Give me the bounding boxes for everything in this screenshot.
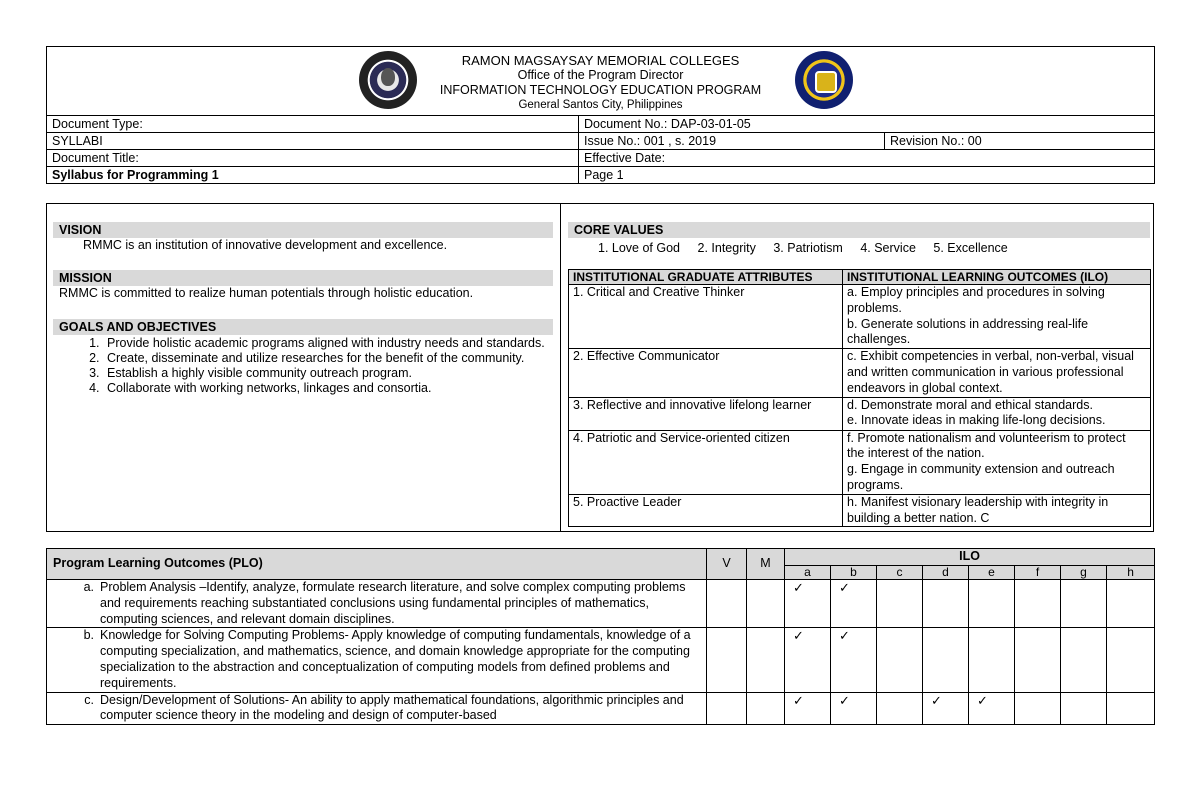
check-mark-icon: ✓	[839, 580, 850, 595]
ilo-check-cell	[1107, 692, 1155, 725]
ilo-check-cell	[1061, 580, 1107, 628]
doc-title-label: Document Title:	[47, 150, 579, 167]
outcome-cell	[843, 494, 1151, 527]
outcome-cell	[843, 430, 1151, 494]
vision-heading: VISION	[53, 222, 553, 238]
core-value-item: 5. Excellence	[933, 241, 1008, 255]
institution-banner	[47, 47, 1155, 116]
vision-text: RMMC is an institution of innovative development and excellence.	[83, 238, 448, 252]
page-number: Page 1	[579, 167, 1155, 184]
plo-description	[47, 628, 707, 692]
ilo-letter: g	[1061, 566, 1107, 580]
v-cell	[707, 580, 747, 628]
plo-header: Program Learning Outcomes (PLO)	[47, 549, 707, 580]
check-mark-icon: ✓	[977, 692, 988, 708]
issue-number: Issue No.: 001 , s. 2019	[579, 133, 885, 150]
attribute-cell: 3. Reflective and innovative lifelong learner	[569, 397, 843, 430]
outcome-cell	[843, 285, 1151, 349]
ilo-check-cell	[831, 580, 877, 628]
m-cell	[747, 628, 785, 692]
plo-letter: b.	[83, 628, 94, 643]
goals-heading: GOALS AND OBJECTIVES	[53, 319, 553, 335]
core-value-item: 1. Love of God	[598, 241, 681, 255]
ilo-letter: h	[1107, 566, 1155, 580]
attribute-cell: 1. Critical and Creative Thinker	[569, 285, 843, 349]
goal-item: 4. Collaborate with working networks, linkages and consortia.	[103, 381, 553, 396]
attribute-cell: 4. Patriotic and Service-oriented citizen	[569, 430, 843, 494]
column-divider	[560, 204, 561, 531]
outcome-text: h. Manifest visionary leadership with integrity in building a better nation. C	[847, 494, 1109, 525]
ilo-check-cell	[785, 580, 831, 628]
outcome-text: a. Employ principles and procedures in solving problems.	[847, 285, 1105, 315]
ilo-check-cell	[923, 580, 969, 628]
ilo-check-cell	[831, 628, 877, 692]
doc-number: Document No.: DAP-03-01-05	[579, 116, 1155, 133]
ilo-check-cell	[969, 628, 1015, 692]
check-mark-icon: ✓	[793, 628, 804, 644]
m-cell	[747, 580, 785, 628]
ilo-check-cell	[1015, 580, 1061, 628]
table-row	[47, 692, 1155, 725]
plo-description	[47, 580, 707, 628]
mission-heading: MISSION	[53, 270, 553, 286]
outcome-text: c. Exhibit competencies in verbal, non-verbal, visual and written communication in various professional endeavors in global context.	[847, 349, 1134, 395]
ilo-check-cell	[923, 692, 969, 725]
revision-number: Revision No.: 00	[885, 133, 1155, 150]
core-values-list	[568, 240, 1150, 256]
plo-text: Knowledge for Solving Computing Problems- Apply knowledge of computing fundamentals, knowledge of a computing specialization, and mathematics, science, and domain knowledge appropriate for the computing specialization to the abstraction and conceptualization of computing models from defined problems and requirements.	[100, 628, 691, 690]
ilo-check-cell	[785, 692, 831, 725]
ilo-check-cell	[831, 692, 877, 725]
plo-description	[47, 692, 707, 725]
ilo-letter: d	[923, 566, 969, 580]
check-mark-icon: ✓	[839, 692, 850, 708]
check-mark-icon: ✓	[793, 580, 804, 595]
ilo-check-cell	[1015, 692, 1061, 725]
core-values-column	[568, 222, 1150, 256]
goal-item: 1. Provide holistic academic programs aligned with industry needs and standards.	[103, 336, 553, 351]
ilo-letter: f	[1015, 566, 1061, 580]
m-cell	[747, 692, 785, 725]
ilo-check-cell	[1107, 580, 1155, 628]
v-cell	[707, 628, 747, 692]
goal-item: 2. Create, disseminate and utilize researches for the benefit of the community.	[103, 351, 553, 366]
graduate-attributes-table	[568, 269, 1151, 527]
table-row	[47, 628, 1155, 692]
ilo-check-cell	[877, 692, 923, 725]
outcome-cell	[843, 397, 1151, 430]
outcome-text: b. Generate solutions in addressing real-life challenges.	[847, 316, 1089, 347]
ilo-check-cell	[785, 628, 831, 692]
doc-type-value: SYLLABI	[47, 133, 579, 150]
plo-letter: c.	[84, 692, 94, 707]
effective-date: Effective Date:	[579, 150, 1155, 167]
ilo-check-cell	[1061, 692, 1107, 725]
table-row	[47, 580, 1155, 628]
location: General Santos City, Philippines	[518, 99, 683, 111]
ilo-check-cell	[877, 628, 923, 692]
outcome-text: d. Demonstrate moral and ethical standards.	[847, 397, 1093, 412]
core-value-item: 2. Integrity	[697, 241, 756, 255]
plo-letter: a.	[83, 580, 94, 594]
attribute-cell: 5. Proactive Leader	[569, 494, 843, 527]
outcome-text: e. Innovate ideas in making life-long decisions.	[847, 413, 1106, 428]
check-mark-icon: ✓	[793, 692, 804, 708]
check-mark-icon: ✓	[931, 692, 942, 708]
ilo-letter: a	[785, 566, 831, 580]
check-mark-icon: ✓	[839, 628, 850, 644]
ilo-check-cell	[1107, 628, 1155, 692]
plo-text: Problem Analysis –Identify, analyze, formulate research literature, and solve complex computing problems and requirements reaching substantiated conclusions using fundamental principles of mathematics, computing sciences, and relevant domain disciplines.	[100, 580, 686, 626]
ilo-check-cell	[877, 580, 923, 628]
office-name: Office of the Program Director	[517, 68, 684, 82]
attribute-cell: 2. Effective Communicator	[569, 349, 843, 397]
outcome-text: f. Promote nationalism and volunteerism to protect the interest of the nation.	[847, 430, 1126, 461]
ilo-check-cell	[1015, 628, 1061, 692]
doc-type-label: Document Type:	[47, 116, 579, 133]
ilo-group-header: ILO	[785, 549, 1155, 566]
program-name: INFORMATION TECHNOLOGY EDUCATION PROGRAM	[439, 83, 762, 97]
ilo-letter: c	[877, 566, 923, 580]
core-value-item: 4. Service	[860, 241, 916, 255]
core-values-heading: CORE VALUES	[568, 222, 1150, 238]
outcome-cell	[843, 349, 1151, 397]
v-header: V	[707, 549, 747, 580]
ilo-check-cell	[969, 692, 1015, 725]
college-name: RAMON MAGSAYSAY MEMORIAL COLLEGES	[461, 53, 740, 68]
v-cell	[707, 692, 747, 725]
ilo-header: INSTITUTIONAL LEARNING OUTCOMES (ILO)	[843, 270, 1151, 285]
ilo-letter: e	[969, 566, 1015, 580]
ilo-check-cell	[923, 628, 969, 692]
m-header: M	[747, 549, 785, 580]
doc-title-value: Syllabus for Programming 1	[47, 167, 579, 184]
institutional-info-block	[46, 203, 1154, 532]
mission-text: RMMC is committed to realize human potentials through holistic education.	[59, 286, 474, 300]
core-value-item: 3. Patriotism	[773, 241, 843, 255]
ilo-check-cell	[969, 580, 1015, 628]
ilo-check-cell	[1061, 628, 1107, 692]
outcome-text: g. Engage in community extension and outreach programs.	[847, 462, 1115, 492]
goals-list	[53, 336, 553, 396]
plo-table	[46, 548, 1155, 725]
document-header	[46, 46, 1155, 184]
goal-item: 3. Establish a highly visible community outreach program.	[103, 366, 553, 381]
ilo-letter: b	[831, 566, 877, 580]
plo-text: Design/Development of Solutions- An ability to apply mathematical foundations, algorithmic principles and computer science theory in the modeling and design of computer-based	[100, 692, 684, 723]
attributes-header: INSTITUTIONAL GRADUATE ATTRIBUTES	[569, 270, 843, 285]
vision-mission-column	[53, 222, 553, 396]
